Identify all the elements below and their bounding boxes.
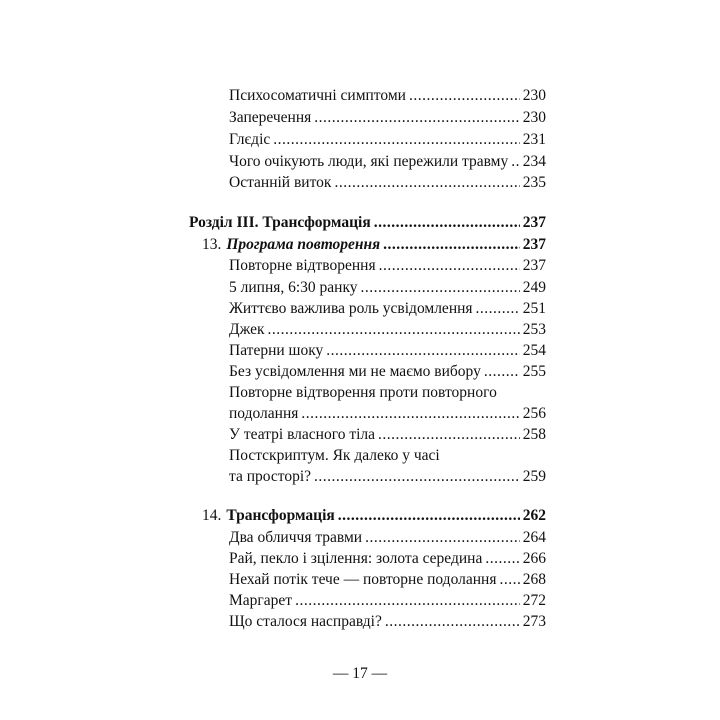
toc-leader-dots [383,235,520,255]
toc-chapter-title: Програма повторення [226,236,381,253]
toc-entry-title: Глєдіс [229,131,271,148]
toc-entry [229,341,546,361]
toc-entry-title: Маргарет [229,592,293,609]
toc-entry-page: 255 [522,363,546,380]
toc-entry-title: Повторне відтворення [229,257,376,274]
toc-entry-title: Патерни шоку [229,342,324,359]
toc-entry-title: Життєво важлива роль усвідомлення [229,300,473,317]
toc-entry [229,549,546,569]
toc-entry-title: Заперечення [229,109,312,126]
toc-chapter-number: 14. [202,507,222,524]
toc-entry [229,299,546,319]
toc-entry-title: Останній виток [229,174,332,191]
toc-leader-dots [365,528,520,548]
toc-leader-dots [374,213,520,233]
toc-entry [229,570,546,590]
toc-entry [229,108,546,128]
toc-entry-page: 254 [522,342,546,359]
toc-part-heading [189,213,546,233]
toc-entry [229,528,546,548]
toc-leader-dots [326,341,519,361]
toc-leader-dots [268,320,520,340]
toc-leader-dots [301,404,519,424]
toc-part-page: 237 [522,214,546,231]
toc-entry [229,362,546,382]
toc-entry-title: У театрі власного тіла [229,426,376,443]
toc-entry-page: 237 [522,257,546,274]
toc-entry [229,320,546,340]
toc-leader-dots [379,256,520,276]
toc-entry-page: 272 [522,592,546,609]
toc-chapter-page: 237 [522,236,546,253]
toc-entry-title-line1: Повторне відтворення проти повторного [229,384,497,401]
toc-entry-page: 268 [522,571,546,588]
toc-leader-dots [385,612,520,632]
toc-entry-title: Два обличчя травми [229,529,363,546]
toc-entry-title: Чого очікують люди, які пережили травму [229,153,509,170]
toc-chapter-number: 13. [202,236,222,253]
toc-entry-page: 235 [522,174,546,191]
toc-entry-page: 234 [522,153,546,170]
toc-leader-dots [409,86,520,106]
toc-leader-dots [314,108,519,128]
toc-entry-title: Нехай потік тече — повторне подолання [229,571,497,588]
toc-entry [229,612,546,632]
toc-chapter-page: 262 [522,507,546,524]
toc-leader-dots [314,467,520,487]
toc-entry [229,173,546,193]
toc-entry [229,130,546,150]
toc-entry-page: 256 [522,405,546,422]
toc-entry-page: 264 [522,529,546,546]
toc-leader-dots [295,591,520,611]
page-number: — 17 — [332,665,388,682]
toc-entry [229,591,546,611]
toc-leader-dots [485,549,519,569]
toc-leader-dots [273,130,519,150]
toc-entry-page: 259 [522,468,546,485]
toc-entry-page: 249 [522,279,546,296]
toc-entry-page: 258 [522,426,546,443]
toc-leader-dots [476,299,520,319]
toc-entry-title: 5 липня, 6:30 ранку [229,279,358,296]
toc-entry [229,256,546,276]
toc-chapter-title: Трансформація [226,507,335,524]
toc-leader-dots [484,362,520,382]
toc-chapter-heading [202,235,546,255]
toc-entry-title-line2: подолання [229,405,299,422]
toc-entry-page: 230 [522,87,546,104]
toc-leader-dots [338,506,520,526]
toc-entry-title-line2: та просторі? [229,468,312,485]
toc-entry-title: Психосоматичні симптоми [229,87,406,104]
toc-entry-title: Джек [229,321,265,338]
toc-leader-dots [361,278,520,298]
toc-leader-dots [511,152,520,172]
toc-entry-page: 251 [522,300,546,317]
toc-entry-title: Що сталося насправді? [229,613,382,630]
toc-entry-page: 266 [522,550,546,567]
toc-entry-page: 230 [522,109,546,126]
toc-entry [229,86,546,106]
toc-entry [229,278,546,298]
toc-leader-dots [499,570,519,590]
toc-entry [229,467,546,487]
toc-entry [229,404,546,424]
toc-part-title: Розділ III. Трансформація [189,214,371,231]
toc-entry-title-line1: Постскриптум. Як далеко у часі [229,447,440,464]
toc-leader-dots [334,173,519,193]
toc-leader-dots [378,425,520,445]
toc-entry-title: Без усвідомлення ми не маємо вибору [229,363,481,380]
toc-entry-page: 273 [522,613,546,630]
toc-entry [229,152,546,172]
toc-entry-page: 231 [522,131,546,148]
toc-entry [229,425,546,445]
toc-entry-page: 253 [522,321,546,338]
toc-chapter-heading [202,506,546,526]
toc-entry-title: Рай, пекло і зцілення: золота середина [229,550,483,567]
